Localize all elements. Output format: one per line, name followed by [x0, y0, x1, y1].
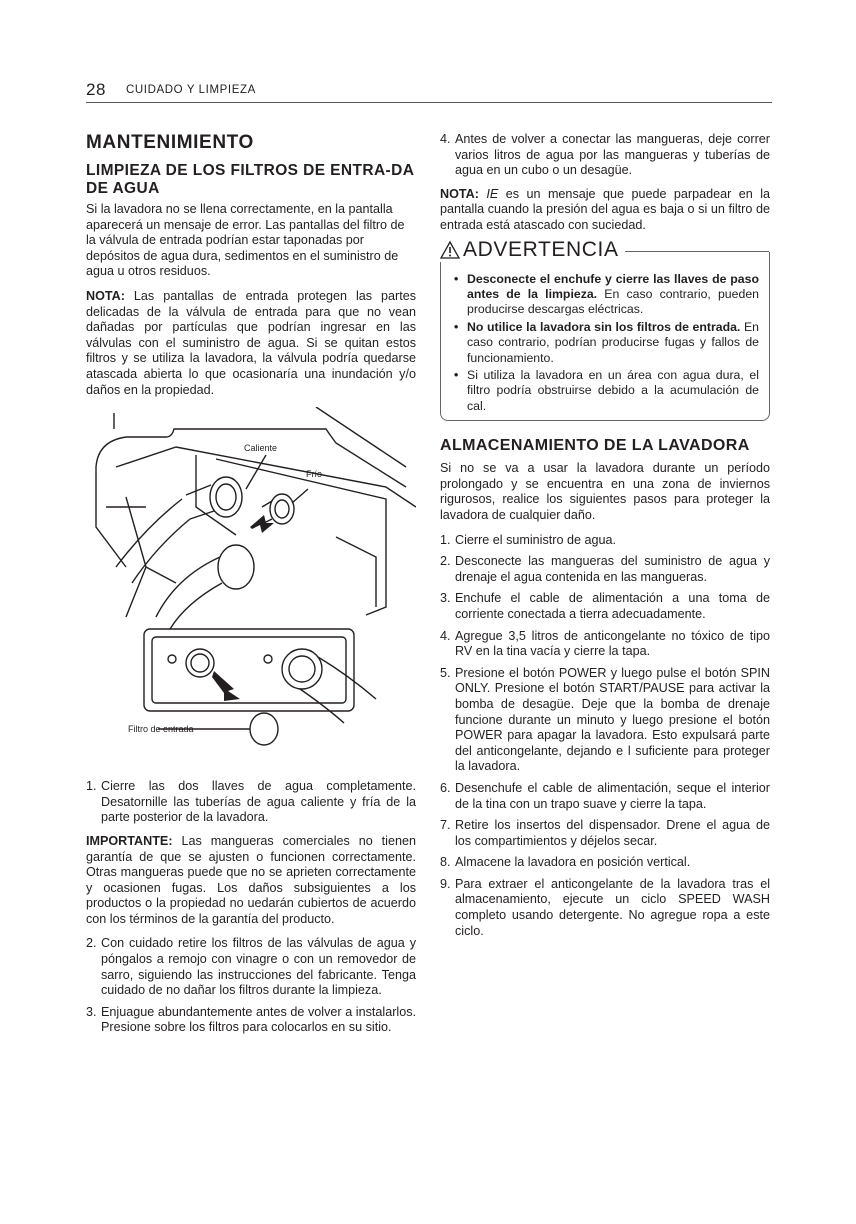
- inlet-filter-illustration: [86, 407, 416, 767]
- warning-list: [451, 272, 759, 415]
- list-item: 5. Presione el botón POWER y luego pulse el botón SPIN ONLY. Presione el botón START/PAUSE para activar la bomba de desagüe. Deje que la bomba de drenaje funcione durante un minuto y luego presione el botón POWER para apagar la lavadora. Esto expulsará parte del anticongelante, dejando e l suficiente para proteger la lavadora.: [440, 665, 770, 774]
- important-paragraph: [86, 834, 416, 928]
- note-text: es un mensaje que puede parpadear en la pantalla cuando la presión del agua es baja o si un filtro de entrada está atascado con suciedad.: [440, 186, 771, 232]
- warning-triangle-icon: [439, 240, 461, 260]
- list-item: 4. Agregue 3,5 litros de anticongelante no tóxico de tipo RV en la tina vacía y cierre la tapa.: [440, 628, 770, 659]
- important-label: IMPORTANTE:: [86, 833, 173, 848]
- storage-intro: Si no se va a usar la lavadora durante un período prolongado y se encuentra en una zona de inviernos rigurosos, realice los siguientes pasos para proteger la lavadora de cualquier daño.: [440, 461, 770, 522]
- list-item: 3. Enchufe el cable de alimentación a una toma de corriente conectada a tierra adecuadamente.: [440, 591, 770, 621]
- list-item: • No utilice la lavadora sin los filtros de entrada. En caso contrario, podrían producirse fugas y fallos de funcionamiento.: [451, 320, 759, 366]
- filter-cleaning-heading: LIMPIEZA DE LOS FILTROS DE ENTRA-DA DE AGUA: [86, 162, 414, 197]
- maintenance-heading: MANTENIMIENTO: [86, 132, 254, 153]
- storage-heading: ALMACENAMIENTO DE LA LAVADORA: [440, 437, 750, 455]
- list-item: 8. Almacene la lavadora en posición vertical.: [440, 855, 691, 870]
- list-item: 2. Desconecte las mangueras del suministro de agua y drenaje el agua contenida en las mangueras.: [440, 554, 770, 584]
- inlet-filter-label: Filtro de entrada: [128, 724, 194, 735]
- error-note-paragraph: [440, 187, 770, 234]
- list-item: 4. Antes de volver a conectar las mangueras, deje correr varios litros de agua por las mangueras y tuberías de agua en un cubo o un desagüe.: [440, 132, 770, 178]
- important-text: Las mangueras comerciales no tienen garantía de que se ajusten o funcionen correctamente. Otras mangueras puede que no se aprieten correctamente y ocasionen fugas. Los daños subsiguientes a los productos o la propiedad no uedarán cubiertos de acuerdo con los términos de la garantía del producto.: [86, 833, 416, 926]
- page-header: [86, 80, 772, 103]
- list-item: 7. Retire los insertos del dispensador. Drene el agua de los compartimientos y déjelos secar.: [440, 818, 770, 848]
- note-label: NOTA:: [440, 186, 479, 201]
- list-item: 1. Cierre las dos llaves de agua completamente. Desatornille las tuberías de agua caliente y fría de la parte posterior de la lavadora.: [86, 779, 416, 825]
- list-item: 1. Cierre el suministro de agua.: [440, 532, 616, 547]
- washer-back-drawing: [86, 407, 416, 767]
- page-number: 28: [86, 80, 106, 99]
- right-column: [440, 132, 770, 947]
- filter-steps-continued: [86, 936, 416, 1036]
- list-item: 6. Desenchufe el cable de alimentación, seque el interior de la tina con un trapo suave y cierre la tapa.: [440, 780, 770, 811]
- note-text: Las pantallas de entrada protegen las partes delicadas de la válvula de entrada para que no vean dañadas por partículas que podrían ingresar en las válvulas con el suministro de agua. Si se quitan estos filtros y se utiliza la lavadora, la válvula podría quedarse atascada abierta lo que ocasionaría una inundación y/o daños en la propiedad.: [86, 288, 417, 397]
- hot-label: Caliente: [244, 443, 278, 454]
- section-title: CUIDADO Y LIMPIEZA: [126, 84, 256, 96]
- list-item: • Si utiliza la lavadora en un área con agua dura, el filtro podría obstruirse debido a la acumulación de cal.: [451, 368, 759, 414]
- left-column: [86, 132, 416, 1044]
- note-paragraph: [86, 289, 416, 398]
- error-code: IE: [486, 186, 499, 201]
- list-item: 9. Para extraer el anticongelante de la lavadora tras el almacenamiento, ejecute un ciclo SPEED WASH completo usando detergente. No agregue ropa a este ciclo.: [440, 876, 770, 938]
- note-label: NOTA:: [86, 288, 125, 303]
- list-item: 2. Con cuidado retire los filtros de las válvulas de agua y póngalos a remojo con vinagre o con un removedor de sarro, siguiendo las instrucciones del fabricante. Tenga cuidado de no dañar los filtros durante la limpieza.: [86, 936, 416, 998]
- filter-steps-final: [440, 132, 770, 179]
- cold-label: Frío: [306, 469, 323, 480]
- warning-box: [440, 237, 770, 422]
- warning-title: ADVERTENCIA: [439, 238, 625, 262]
- filter-steps-start: [86, 779, 416, 826]
- storage-steps: [440, 533, 770, 940]
- intro-paragraph: Si la lavadora no se llena correctamente, en la pantalla aparecerá un mensaje de error. Las pantallas del filtro de la válvula de entrada podrían estar taponadas por depósitos de agua dura, sedimentos en el suministro de agua u otros residuos.: [86, 202, 405, 279]
- list-item: 3. Enjuague abundantemente antes de volver a instalarlos. Presione sobre los filtros para colocarlos en su sitio.: [86, 1004, 416, 1035]
- list-item: • Desconecte el enchufe y cierre las llaves de paso antes de la limpieza. En caso contrario, pueden producirse descargas eléctricas.: [451, 272, 759, 318]
